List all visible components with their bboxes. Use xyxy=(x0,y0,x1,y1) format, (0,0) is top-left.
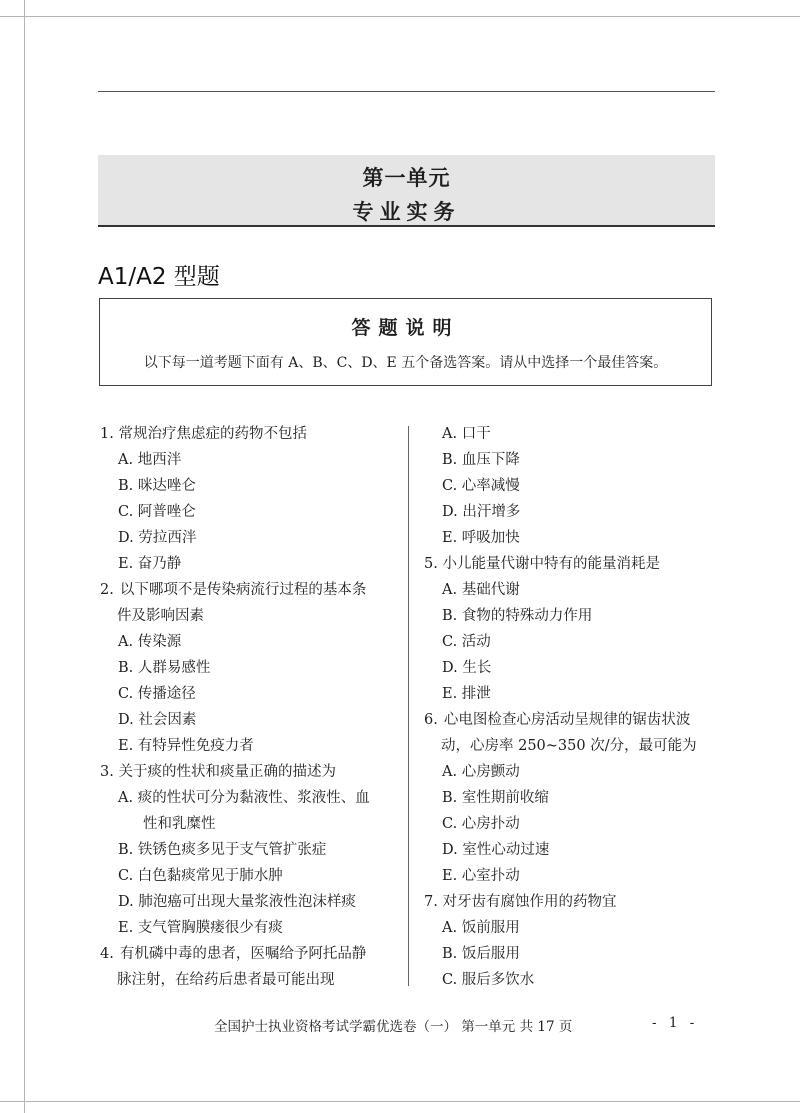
option: D. 生长 xyxy=(442,660,492,676)
option: D. 室性心动过速 xyxy=(442,842,550,858)
option: A. 口干 xyxy=(442,426,491,442)
option: C. 服后多饮水 xyxy=(442,972,535,988)
unit-subtitle: 专业实务 xyxy=(352,199,461,224)
option-cont: 性和乳糜性 xyxy=(143,816,216,832)
option: B. 咪达唑仑 xyxy=(118,478,196,494)
question-7 xyxy=(424,889,720,915)
question-text: 常规治疗焦虑症的药物不包括 xyxy=(118,426,307,442)
question-text-cont: 动，心房率 250~350 次/分，最可能为 xyxy=(441,738,697,754)
option: C. 心房扑动 xyxy=(442,816,520,832)
option: A. 痰的性状可分为黏液性、浆液性、血 xyxy=(118,790,370,806)
option: C. 传播途径 xyxy=(118,686,196,702)
question-text: 小儿能量代谢中特有的能量消耗是 xyxy=(442,556,660,572)
option: C. 阿普唑仑 xyxy=(118,504,196,520)
option: B. 人群易感性 xyxy=(118,660,211,676)
option: D. 肺泡癌可出现大量浆液性泡沫样痰 xyxy=(118,894,356,910)
crop-mark-top xyxy=(0,16,800,17)
question-2 xyxy=(100,577,398,603)
question-number: 4. xyxy=(100,946,114,962)
option: D. 劳拉西泮 xyxy=(118,530,197,546)
question-6 xyxy=(424,707,720,733)
question-text: 以下哪项不是传染病流行过程的基本条 xyxy=(119,582,367,598)
option: A. 传染源 xyxy=(118,634,182,650)
question-4 xyxy=(100,941,398,967)
left-column xyxy=(100,421,398,993)
crop-mark-bottom xyxy=(0,1101,800,1102)
unit-header xyxy=(98,155,715,227)
question-number: 1. xyxy=(100,426,114,442)
question-text-cont: 脉注射，在给药后患者最可能出现 xyxy=(117,972,335,988)
question-1 xyxy=(100,421,398,447)
question-text-cont: 件及影响因素 xyxy=(117,608,204,624)
option: A. 基础代谢 xyxy=(442,582,520,598)
instructions-text: 以下每一道考题下面有 A、B、C、D、E 五个备选答案。请从中选择一个最佳答案。 xyxy=(143,355,668,371)
option: D. 出汗增多 xyxy=(442,504,521,520)
question-number: 6. xyxy=(424,712,438,728)
question-text: 心电图检查心房活动呈规律的锯齿状波 xyxy=(443,712,691,728)
option: B. 饭后服用 xyxy=(442,946,520,962)
column-divider xyxy=(408,426,409,986)
question-text: 有机磷中毒的患者，医嘱给予阿托品静 xyxy=(119,946,367,962)
option: E. 奋乃静 xyxy=(118,556,182,572)
option: A. 心房颤动 xyxy=(442,764,520,780)
option: B. 食物的特殊动力作用 xyxy=(442,608,593,624)
option: B. 血压下降 xyxy=(442,452,520,468)
option: E. 呼吸加快 xyxy=(442,530,520,546)
question-number: 3. xyxy=(100,764,114,780)
instructions-box xyxy=(99,298,712,386)
option: A. 地西泮 xyxy=(118,452,182,468)
option: E. 心室扑动 xyxy=(442,868,520,884)
section-title: A1/A2 型题 xyxy=(98,264,220,290)
unit-title: 第一单元 xyxy=(362,165,451,190)
option: B. 铁锈色痰多见于支气管扩张症 xyxy=(118,842,327,858)
question-number: 5. xyxy=(424,556,438,572)
question-number: 7. xyxy=(424,894,438,910)
option: C. 白色黏痰常见于肺水肿 xyxy=(118,868,283,884)
option: E. 支气管胸膜瘘很少有痰 xyxy=(118,920,283,936)
instructions-title: 答题说明 xyxy=(351,317,460,339)
page-number: - 1 - xyxy=(652,1015,699,1031)
option: B. 室性期前收缩 xyxy=(442,790,549,806)
option: E. 排泄 xyxy=(442,686,491,702)
option: E. 有特异性免疫力者 xyxy=(118,738,254,754)
question-text: 关于痰的性状和痰量正确的描述为 xyxy=(118,764,336,780)
option: C. 心率减慢 xyxy=(442,478,520,494)
crop-mark-left xyxy=(24,0,25,1113)
option: C. 活动 xyxy=(442,634,491,650)
option: D. 社会因素 xyxy=(118,712,197,728)
question-number: 2. xyxy=(100,582,114,598)
option: A. 饭前服用 xyxy=(442,920,520,936)
question-5 xyxy=(424,551,720,577)
right-column xyxy=(424,421,720,993)
question-text: 对牙齿有腐蚀作用的药物宜 xyxy=(442,894,617,910)
footer-text: 全国护士执业资格考试学霸优选卷（一） 第一单元 共 17 页 xyxy=(214,1019,573,1035)
header-rule xyxy=(98,91,715,92)
question-3 xyxy=(100,759,398,785)
